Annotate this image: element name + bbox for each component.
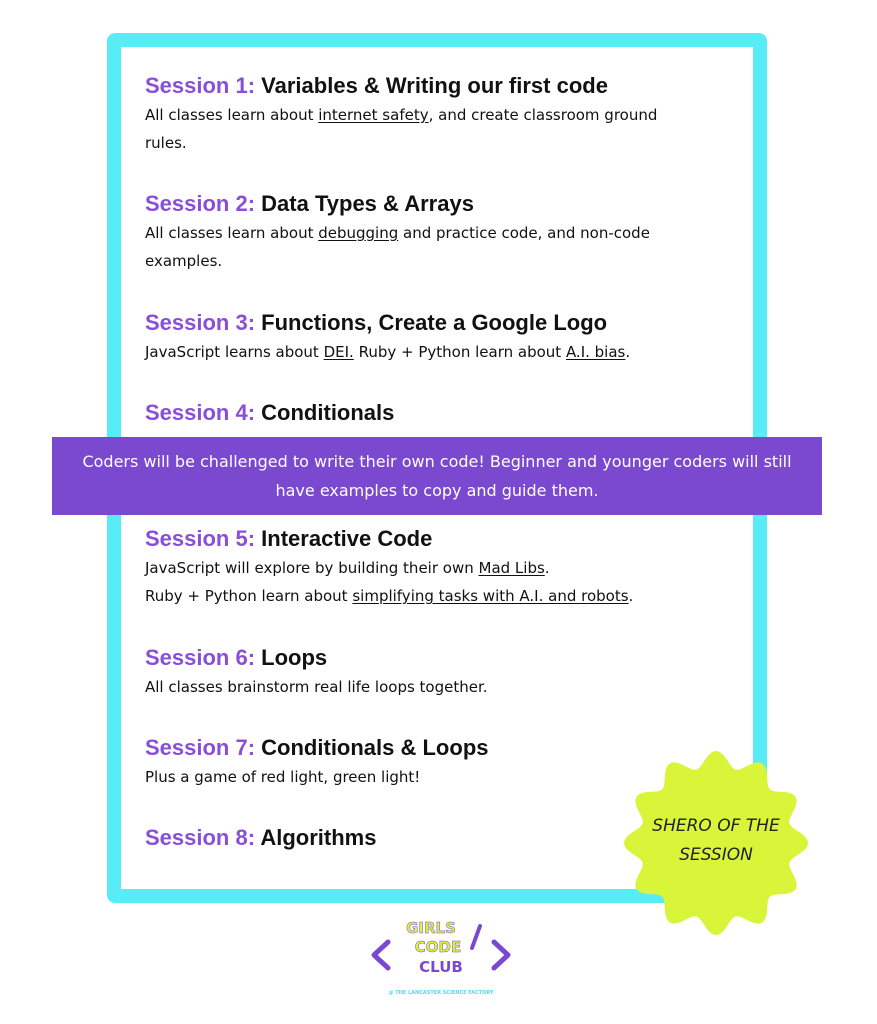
- session-number: Session 3:: [145, 310, 256, 335]
- session-description: [145, 219, 745, 275]
- logo-word-girls: GIRLS: [406, 919, 456, 937]
- underlined-keyword: debugging: [318, 224, 399, 242]
- description-text: JavaScript learns about: [145, 343, 324, 361]
- description-text: All classes learn about: [145, 224, 319, 242]
- session-number: Session 4:: [145, 400, 256, 425]
- banner-line: have examples to copy and guide them.: [275, 481, 599, 500]
- description-text: All classes learn about: [145, 106, 319, 124]
- description-text: .: [625, 343, 631, 361]
- session-number: Session 7:: [145, 735, 256, 760]
- session-title: [145, 71, 745, 101]
- logo-word-club: CLUB: [419, 958, 463, 976]
- description-text: Ruby + Python learn about: [145, 587, 353, 605]
- session-number: Session 1:: [145, 73, 256, 98]
- session-5: [145, 524, 745, 610]
- banner-line: Coders will be challenged to write their own code! Beginner and younger coders will still: [82, 452, 792, 471]
- session-topic: Functions, Create a Google Logo: [261, 310, 608, 335]
- description-text: Plus a game of red light, green light!: [145, 768, 421, 786]
- session-topic: Interactive Code: [261, 526, 433, 551]
- underlined-keyword: DEI.: [323, 343, 354, 361]
- description-line: [145, 247, 745, 275]
- description-text: examples.: [145, 252, 223, 270]
- session-topic: Data Types & Arrays: [261, 191, 474, 216]
- description-text: .: [544, 559, 550, 577]
- session-description: [145, 554, 745, 610]
- badge-line: SESSION: [679, 845, 753, 865]
- underlined-keyword: simplifying tasks with A.I. and robots: [352, 587, 629, 605]
- description-text: All classes brainstorm real life loops together.: [145, 678, 488, 696]
- underlined-keyword: Mad Libs: [478, 559, 545, 577]
- session-3: [145, 308, 745, 366]
- session-topic: Algorithms: [260, 825, 377, 850]
- session-title: [145, 643, 745, 673]
- description-text: .: [628, 587, 634, 605]
- badge-line: SHERO OF THE: [652, 816, 780, 836]
- underlined-keyword: A.I. bias: [565, 343, 626, 361]
- challenge-banner: [52, 437, 822, 515]
- session-2: [145, 189, 745, 275]
- session-number: Session 6:: [145, 645, 256, 670]
- session-number: Session 5:: [145, 526, 256, 551]
- description-line: [145, 219, 745, 247]
- session-description: [145, 338, 745, 366]
- session-title: [145, 398, 745, 428]
- description-text: , and create classroom ground: [428, 106, 658, 124]
- description-line: [145, 673, 745, 701]
- session-topic: Variables & Writing our first code: [261, 73, 608, 98]
- description-text: and practice code, and non-code: [398, 224, 650, 242]
- description-text: rules.: [145, 134, 187, 152]
- session-1: [145, 71, 745, 157]
- description-line: [145, 129, 745, 157]
- shero-badge-label: [623, 812, 809, 870]
- session-title: [145, 189, 745, 219]
- session-number: Session 8:: [145, 825, 256, 850]
- session-topic: Conditionals: [261, 400, 395, 425]
- session-description: [145, 101, 745, 157]
- session-description: [145, 673, 745, 701]
- description-text: Ruby + Python learn about: [353, 343, 566, 361]
- logo-tagline: @ THE LANCASTER SCIENCE FACTORY: [388, 990, 494, 996]
- description-text: JavaScript will explore by building their own: [145, 559, 479, 577]
- description-line: [145, 582, 745, 610]
- session-title: [145, 308, 745, 338]
- underlined-keyword: internet safety: [318, 106, 429, 124]
- description-line: [145, 101, 745, 129]
- session-6: [145, 643, 745, 701]
- session-4: [145, 398, 745, 428]
- logo-word-code: CODE: [414, 938, 462, 956]
- session-number: Session 2:: [145, 191, 256, 216]
- session-topic: Loops: [261, 645, 328, 670]
- girls-code-club-logo: [368, 912, 514, 998]
- session-title: [145, 524, 745, 554]
- session-topic: Conditionals & Loops: [261, 735, 489, 760]
- description-line: [145, 554, 745, 582]
- description-line: [145, 338, 745, 366]
